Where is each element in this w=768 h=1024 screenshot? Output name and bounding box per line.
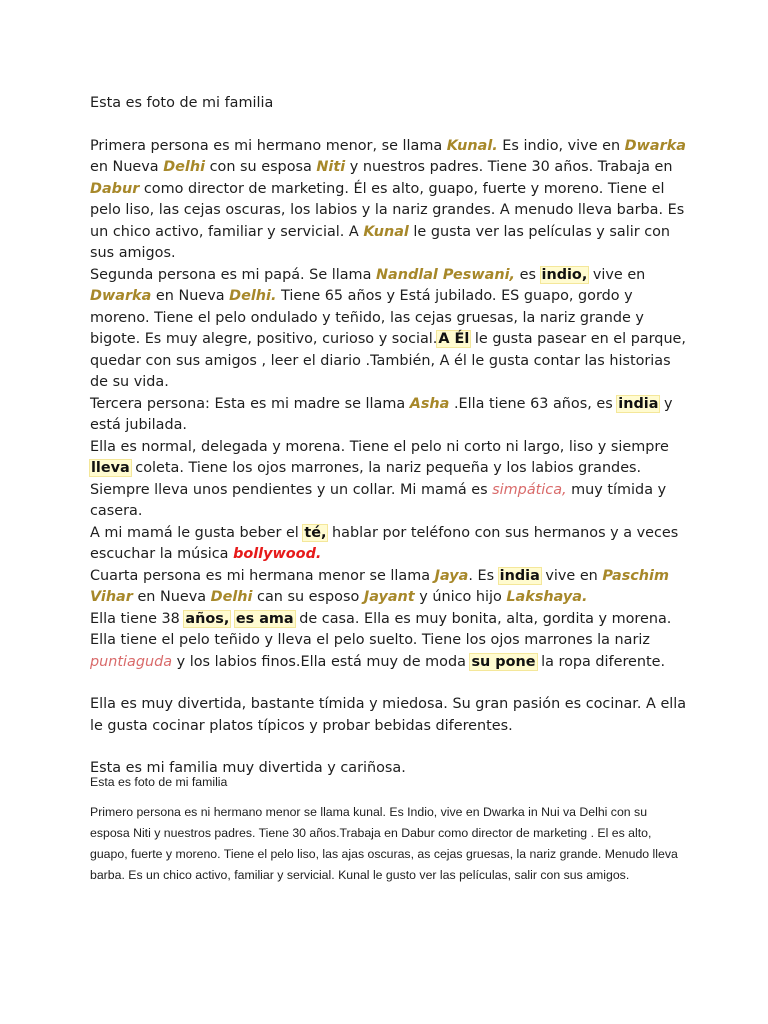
marked-word: su pone (471, 653, 536, 670)
paragraph-father (90, 265, 690, 394)
text-run: vive en (540, 567, 603, 584)
text-run: como director de marketing. Él es alto, guapo, fuerte y moreno. Tiene el pelo liso, las cejas oscuras, los labios y la nariz grandes. A menudo lleva barba. Es un chico activo, familiar y servicial. A (90, 180, 685, 240)
text-run: le gusta pasear en el parque, quedar con sus amigos , leer el diario .También, A él le gusta contar las historias de su vida. (90, 331, 686, 390)
name-asha: Asha (409, 395, 450, 412)
paragraph-mother (90, 394, 690, 437)
text-run: en Nueva (90, 159, 164, 175)
text-run: es (515, 266, 541, 283)
spacer (90, 737, 690, 758)
emphasis-simpatica: simpática, (492, 481, 567, 498)
place-dwarka: Dwarka (624, 137, 687, 154)
document-title: Esta es foto de mi familia (90, 95, 274, 111)
name-kunal: Kunal. (446, 137, 498, 154)
paragraph-mother-description (90, 437, 690, 523)
text-run: . Es (468, 567, 499, 584)
text-run: en Nueva (132, 589, 211, 605)
text-run: y los labios finos.Ella está muy de moda (172, 653, 471, 670)
place-paschim-vihar: Paschim Vihar (90, 567, 669, 605)
name-jayant: Jayant (363, 589, 415, 605)
text-run: hablar por teléfono con sus hermanos y a veces escuchar la música (90, 524, 679, 562)
company-dabur: Dabur (90, 180, 140, 197)
text-run: Cuarta persona es mi hermana menor se llama (90, 567, 435, 584)
text-run: Tiene 65 años y Está jubilado. ES guapo, gordo y moreno. Tiene el pelo ondulado y teñido, las cejas gruesas, la nariz grande y bigote. Es muy alegre, positivo, curioso y social. (90, 288, 644, 347)
text-run: y único hijo (414, 589, 507, 605)
text-run: A mi mamá le gusta beber el (90, 524, 304, 541)
document-body (90, 93, 690, 780)
emphasis-puntiaguda: puntiaguda (90, 653, 173, 670)
paragraph-mother-likes (90, 523, 690, 566)
spacer (90, 673, 690, 694)
marked-word: india (618, 395, 659, 412)
text-run: coleta. Tiene los ojos marrones, la nariz pequeña y los labios grandes. Siempre lleva unos pendientes y un collar. Mi mamá es (90, 460, 642, 498)
place-dwarka: Dwarka (90, 288, 152, 304)
text-run: Primera persona es mi hermano menor, se llama (90, 137, 447, 154)
text-run: con su esposa (205, 159, 317, 175)
marked-word: es ama (235, 610, 294, 627)
marked-word: india (499, 567, 540, 584)
marked-word: A Él (438, 331, 470, 347)
paragraph-sister (90, 566, 690, 609)
marked-word: indio, (541, 266, 588, 283)
text-run: Es indio, vive en (497, 137, 625, 154)
text-run: vive en (588, 266, 646, 283)
text-run: muy tímida y casera. (90, 481, 667, 519)
text-run: le gusta ver las películas y salir con sus amigos. (90, 223, 671, 261)
text-run: la ropa diferente. (536, 653, 666, 670)
draft-paragraph: Primero persona es ni hermano menor se llama kunal. Es Indio, vive en Dwarka in Nui va Delhi con su esposa Niti y nuestros padres. Tiene 30 años.Trabaja en Dabur como director de marketing . El es alto, guapo, fuerte y moreno. Tiene el pelo liso, las ajas oscuras, as cejas gruesas, la nariz grande. Menudo lleva barba. Es un chico activo, familiar y servicial. Kunal le gusto ver las películas, salir con sus amigos. (90, 805, 678, 882)
text-run: Ella tiene 38 (90, 610, 185, 627)
name-jaya: Jaya (434, 567, 469, 584)
paragraph-closing: Esta es mi familia muy divertida y cariñosa. (90, 760, 406, 776)
text-run: en Nueva (151, 288, 230, 304)
text-run: .Ella tiene 63 años, es (449, 395, 618, 412)
name-nandlal: Nandlal Peswani, (375, 266, 516, 283)
text-run: de casa. Ella es muy bonita, alta, gordita y morena. Ella tiene el pelo teñido y lleva el pelo suelto. Tiene los ojos marrones la nariz (90, 610, 672, 648)
place-delhi: Delhi (210, 589, 253, 605)
marked-word: lleva (91, 460, 130, 476)
text-run: can su esposo (252, 589, 364, 605)
paragraph-sister-personality: Ella es muy divertida, bastante tímida y miedosa. Su gran pasión es cocinar. A ella le gusta cocinar platos típicos y probar bebidas diferentes. (90, 696, 687, 734)
marked-word: té, (304, 524, 327, 541)
text-run: Ella es normal, delegada y morena. Tiene el pelo ni corto ni largo, liso y siempre (90, 438, 669, 455)
name-kunal: Kunal (363, 223, 409, 240)
paragraph-brother (90, 136, 690, 265)
text-run: y nuestros padres. Tiene 30 años. Trabaja en (345, 159, 673, 175)
name-niti: Niti (316, 159, 346, 175)
paragraph-sister-description (90, 609, 690, 674)
text-run: Tercera persona: Esta es mi madre se llama (90, 395, 410, 412)
draft-title: Esta es foto de mi familia (90, 775, 228, 789)
text-run: y está jubilada. (90, 395, 673, 433)
text-run: Segunda persona es mi papá. Se llama (90, 266, 376, 283)
place-delhi: Delhi (163, 159, 206, 175)
name-lakshaya: Lakshaya. (506, 589, 588, 605)
spacer (90, 115, 690, 136)
emphasis-bollywood: bollywood. (233, 546, 322, 562)
marked-word: años, (185, 610, 230, 627)
place-delhi: Delhi. (229, 288, 277, 304)
